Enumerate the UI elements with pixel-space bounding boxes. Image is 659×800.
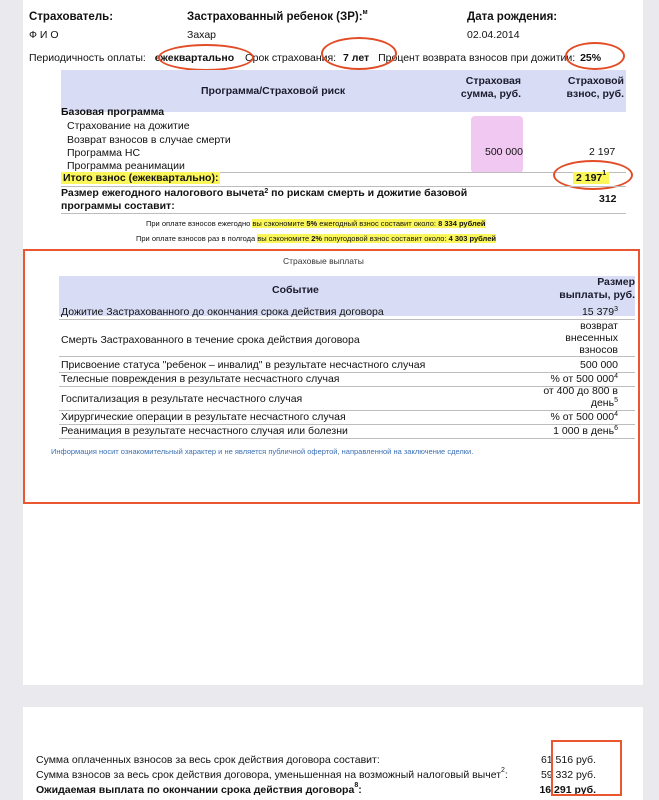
disclaimer: Информация носит ознакомительный характер и не является публичной офертой, направленной на заключение сделки. bbox=[51, 447, 474, 456]
summary-net-value: 59 332 руб. bbox=[540, 769, 596, 781]
document-page-2 bbox=[23, 707, 643, 800]
savings-semiannual: При оплате взносов раз в полгода вы сэкономите 2% полугодовой взнос составит около: 4 303 рублей bbox=[136, 234, 497, 243]
savings-annual: При оплате взносов ежегодно вы сэкономите 5% ежегодный взнос составит около: 8 334 рублей bbox=[146, 219, 486, 228]
payout-event: Присвоение статуса "ребенок – инвалид" в результате несчастного случая bbox=[61, 359, 426, 371]
terms-row: Периодичность оплаты: ежеквартально Срок страхования: 7 лет Процент возврата взносов при дожитии: 25% bbox=[29, 52, 602, 64]
payouts-caption: Страховые выплаты bbox=[283, 256, 364, 266]
payout-amount: 15 $379^3$ bbox=[581, 306, 618, 318]
summary-expected-label: Ожидаемая выплата по окончании срока действия договора$^8$: bbox=[36, 782, 362, 796]
program-item: Программа НС bbox=[67, 147, 141, 159]
payout-amount: возврат внесенных взносов bbox=[565, 320, 618, 356]
insurer-label: Страхователь: bbox=[29, 11, 114, 23]
payout-amount: 500 000 bbox=[580, 359, 618, 371]
payout-amount: от 400 до 800 в день$^5$ bbox=[543, 385, 618, 409]
insured-value: Захар bbox=[187, 29, 216, 41]
birth-date-label: Дата рождения: bbox=[467, 11, 558, 23]
annotation-circle-frequency bbox=[158, 44, 254, 71]
summary-net-label: Сумма взносов за весь срок действия договора, уменьшенная на возможный налоговый вычет$^2$: bbox=[36, 767, 508, 781]
annotation-circle-term bbox=[321, 37, 397, 70]
insured-label: Застрахованный ребенок (ЗР):$^м$ bbox=[187, 9, 368, 23]
program-item: Страхование на дожитие bbox=[67, 120, 190, 132]
payout-event: Хирургические операции в результате несчастного случая bbox=[61, 411, 346, 423]
insurer-value: Ф И О bbox=[29, 29, 59, 41]
program-item: Программа реанимации bbox=[67, 160, 185, 172]
payout-event: Реанимация в результате несчастного случая или болезни bbox=[61, 425, 348, 437]
payout-amount: % от 500 $000^4$ bbox=[550, 411, 618, 423]
payout-amount: % от 500 $000^4$ bbox=[550, 373, 618, 385]
document-page-1 bbox=[23, 0, 643, 685]
annotation-box-summary bbox=[551, 740, 622, 796]
payout-event: Дожитие Застрахованного до окончания срока действия договора bbox=[61, 306, 384, 318]
program-section-title: Базовая программа bbox=[61, 106, 165, 118]
payout-event: Телесные повреждения в результате несчастного случая bbox=[61, 373, 340, 385]
payout-amount: 1 000 в день$^6$ bbox=[553, 425, 618, 437]
col-event: Событие bbox=[272, 284, 319, 296]
payout-event: Госпитализация в результате несчастного случая bbox=[61, 393, 303, 405]
total-label: Итого взнос (ежеквартально): bbox=[63, 172, 219, 184]
summary-paid-value: 61 516 руб. bbox=[540, 754, 596, 766]
col-sum: Страховая сумма, руб. bbox=[460, 75, 521, 100]
tax-deduction-value: 312 bbox=[599, 193, 617, 205]
col-premium: Страховой взнос, руб. bbox=[566, 75, 624, 100]
total-value: 2 $197^1$ bbox=[573, 172, 609, 184]
col-program: Программа/Страховой риск bbox=[201, 85, 346, 97]
col-amount: Размер выплаты, руб. bbox=[559, 276, 635, 301]
summary-paid-label: Сумма оплаченных взносов за весь срок действия договора составит: bbox=[36, 754, 380, 766]
tax-deduction-label: Размер ежегодного налогового вычета$^2$ по рискам смерть и дожитие базовой программы составит: bbox=[61, 187, 468, 212]
summary-expected-value: 16 291 руб. bbox=[539, 784, 596, 796]
premium-value: 2 197 bbox=[589, 146, 616, 158]
birth-date-value: 02.04.2014 bbox=[467, 29, 520, 41]
program-item: Возврат взносов в случае смерти bbox=[67, 134, 231, 146]
payouts-section bbox=[23, 249, 640, 504]
highlight-mark bbox=[471, 116, 523, 173]
annotation-circle-return bbox=[565, 42, 625, 70]
payout-event: Смерть Застрахованного в течение срока действия договора bbox=[61, 334, 360, 346]
sum-value: 500 000 bbox=[485, 146, 523, 158]
